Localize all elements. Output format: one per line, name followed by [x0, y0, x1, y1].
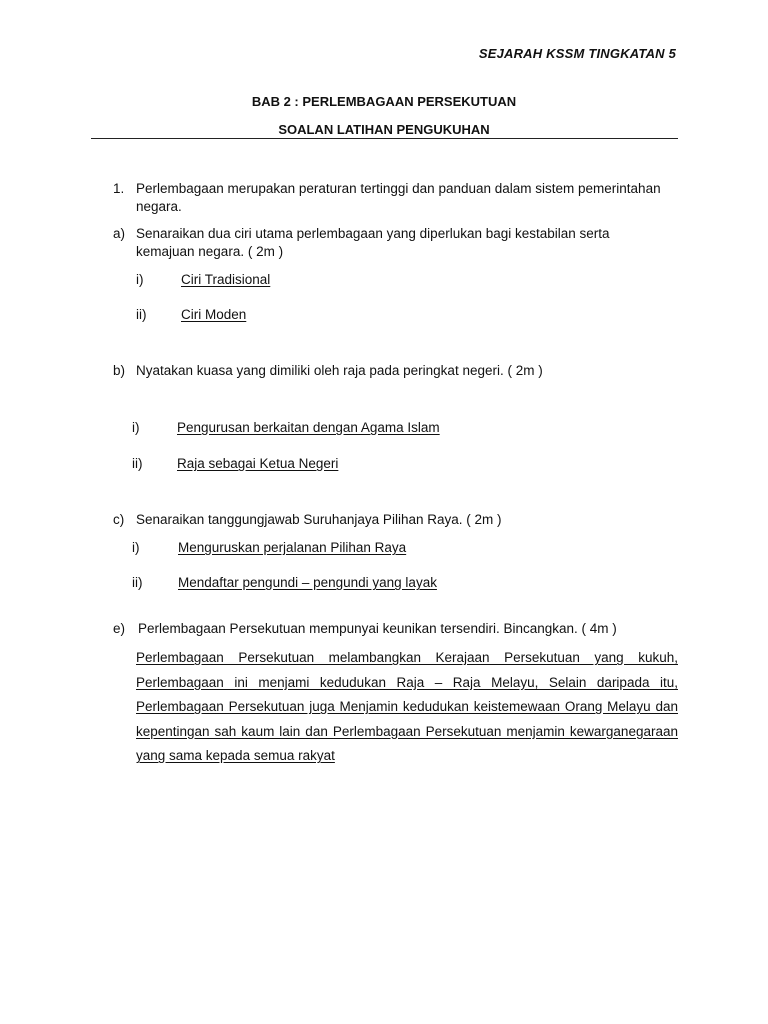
essay-answer — [136, 646, 678, 769]
subquestion-a-text: Senaraikan dua ciri utama perlembagaan yang diperlukan bagi kestabilan serta — [136, 226, 610, 241]
answer-numeral: i) — [132, 420, 140, 435]
answer-numeral: i) — [136, 272, 144, 287]
answer-text: Ciri Tradisional — [181, 272, 271, 287]
chapter-title: BAB 2 : PERLEMBAGAAN PERSEKUTUAN — [251, 94, 517, 109]
answer-numeral: ii) — [132, 575, 143, 590]
answer-numeral: ii) — [136, 307, 147, 322]
subquestion-label-a: a) — [113, 226, 126, 241]
answer-numeral: ii) — [132, 456, 143, 471]
title-divider — [91, 138, 678, 139]
question-number: 1. — [113, 181, 125, 196]
answer-text: Menguruskan perjalanan Pilihan Raya — [178, 540, 407, 555]
answer-text: Raja sebagai Ketua Negeri — [177, 456, 339, 471]
answer-numeral: i) — [132, 540, 140, 555]
subquestion-label-b: b) — [113, 363, 126, 378]
subquestion-b-text: Nyatakan kuasa yang dimiliki oleh raja pada peringkat negeri. ( 2m ) — [136, 363, 543, 378]
question-stem: Perlembagaan merupakan peraturan tertinggi dan panduan dalam sistem pemerintahan — [136, 181, 661, 196]
subquestion-label-c: c) — [113, 512, 125, 527]
subquestion-c-text: Senaraikan tanggungjawab Suruhanjaya Pilihan Raya. ( 2m ) — [136, 512, 502, 527]
answer-text: Mendaftar pengundi – pengundi yang layak — [178, 575, 437, 590]
subquestion-e-text: Perlembagaan Persekutuan mempunyai keunikan tersendiri. Bincangkan. ( 4m ) — [138, 621, 617, 636]
section-title: SOALAN LATIHAN PENGUKUHAN — [278, 122, 490, 137]
header-subject: SEJARAH KSSM TINGKATAN 5 — [478, 46, 676, 61]
subquestion-label-e: e) — [113, 621, 126, 636]
essay-answer-text: Perlembagaan Persekutuan melambangkan Kerajaan Persekutuan yang kukuh, Perlembagaan ini menjami kedudukan Raja – Raja Melayu, Selain daripada itu, Perlembagaan Persekutuan juga Menjamin kedudukan keistemewaan Orang Melayu dan kepentingan sah kaum lain dan Perlembagaan Persekutuan menjamin kewarganegaraan yang sama kepada semua rakyat — [136, 650, 678, 763]
answer-text: Pengurusan berkaitan dengan Agama Islam — [177, 420, 440, 435]
question-stem-cont: negara. — [136, 199, 182, 214]
answer-text: Ciri Moden — [181, 307, 247, 322]
subquestion-a-text-cont: kemajuan negara. ( 2m ) — [136, 244, 284, 259]
